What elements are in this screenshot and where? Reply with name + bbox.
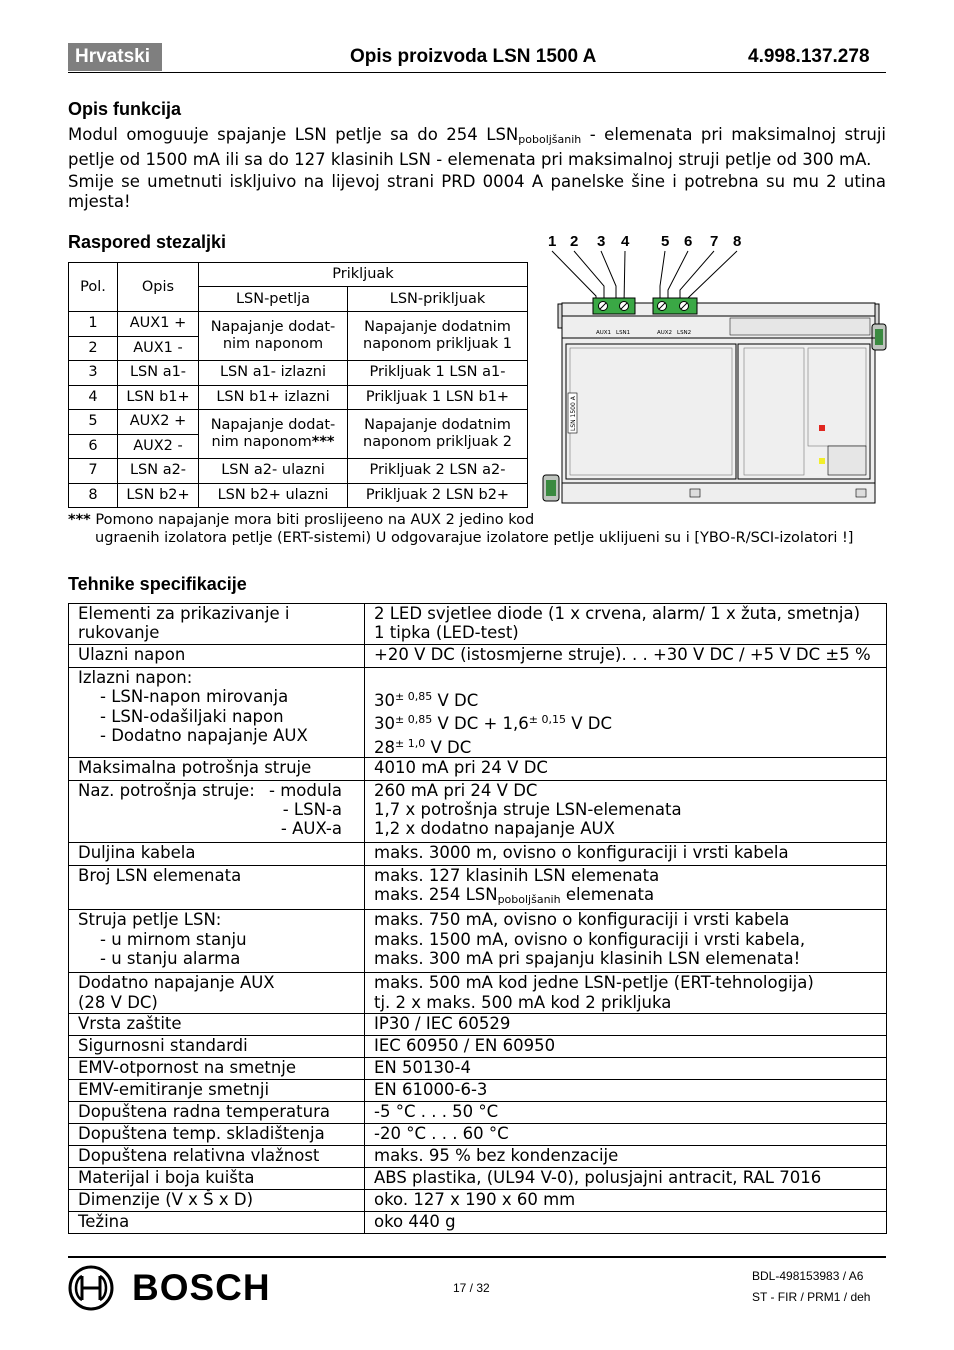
pin-number-3: 3 — [597, 233, 606, 250]
table-row: Materijal i boja kuišta ABS plastika, (UL94 V-0), polusjajni antracit, RAL 7016 — [69, 1168, 887, 1190]
bosch-armature-icon — [68, 1265, 114, 1311]
table-row: EMV-emitiranje smetnji EN 61000-6-3 — [69, 1080, 887, 1102]
bosch-wordmark: BOSCH — [132, 1267, 271, 1308]
document-number: 4.998.137.278 — [748, 46, 870, 67]
pin-number-8: 8 — [733, 233, 742, 250]
table-row: Struja petlje LSN: - u mirnom stanju - u stanju alarma maks. 750 mA, ovisno o konfiguraciji i vrsti kabela maks. 1500 mA, ovisno o konfiguraciji i vrsti kabela, maks. 300 mA pri spajanju klasinih LSN elemenata! — [69, 910, 887, 973]
table-row: 6 AUX2 - — [69, 434, 528, 459]
pin-number-1: 1 — [548, 233, 557, 250]
module-label: LSN 1500 A — [570, 396, 577, 431]
specs-table — [68, 603, 887, 1234]
table-row: Maksimalna potrošnja struje 4010 mA pri 24 V DC — [69, 757, 887, 780]
col-lsn-priklj-header: LSN-prikljuak — [348, 287, 528, 312]
page-number: 17 / 32 — [453, 1281, 490, 1295]
table-row: Duljina kabela maks. 3000 m, ovisno o konfiguraciji i vrsti kabela — [69, 842, 887, 865]
pin-number-7: 7 — [710, 233, 719, 250]
pin-number-6: 6 — [684, 233, 693, 250]
specs-heading: Tehnike specifikacije — [68, 574, 247, 594]
table-row: Dopuštena temp. skladištenja -20 °C . . . 60 °C — [69, 1124, 887, 1146]
table-row: 7 LSN a2- LSN a2- ulazni Prikljuak 2 LSN a2- — [69, 459, 528, 484]
header-rule — [68, 72, 886, 73]
label-aux2: AUX2 — [657, 330, 673, 336]
mounting-clip-icon — [872, 324, 886, 350]
pin-number-2: 2 — [570, 233, 579, 250]
table-row: 8 LSN b2+ LSN b2+ ulazni Prikljuak 2 LSN b2+ — [69, 483, 528, 508]
label-lsn2: LSN2 — [677, 330, 692, 336]
led-yellow-icon — [819, 458, 825, 464]
function-paragraph-1: Modul omoguuje spajanje LSN petlje sa do 254 $LSN_{poboljšanih}$ - elemenata pri maksimalnoj struji petlje od 1500 mA ili sa do 127 klasinih LSN - elemenata pri maksimalnoj struji petlje od 300 mA. — [68, 125, 886, 169]
leader-lines — [552, 251, 737, 304]
footer-rule — [68, 1256, 886, 1258]
table-row: Ulazni napon +20 V DC (istosmjerne struje). . . +30 V DC / +5 V DC ±5 % — [69, 645, 887, 668]
language-label: Hrvatski — [68, 43, 162, 71]
table-row: Izlazni napon: - LSN-napon mirovanja - LSN-odašiljaki napon - Dodatno napajanje AUX $30^{\pm 0,85}$ V DC $30^{\pm 0,85}$ V DC + $1,6^{\pm 0,15}$ V DC $28^{\pm 1,0}$ V DC — [69, 668, 887, 758]
terminal-table — [68, 262, 528, 508]
document-reference: BDL-498153983 / A6 ST - FIR / PRM1 / deh — [752, 1269, 871, 1304]
col-priklj-header: Prikljuak — [199, 263, 528, 287]
bosch-logo — [68, 1265, 271, 1311]
table-row: Sigurnosni standardi IEC 60950 / EN 60950 — [69, 1036, 887, 1058]
table-row: 4 LSN b1+ LSN b1+ izlazni Prikljuak 1 LSN b1+ — [69, 385, 528, 410]
document-title: Opis proizvoda LSN 1500 A — [350, 46, 597, 67]
table-row: 5 AUX2 + Napajanje dodat- nim naponom*** Napajanje dodatnim naponom prikljuak 2 — [69, 410, 528, 435]
module-diagram — [540, 228, 890, 508]
function-heading: Opis funkcija — [68, 99, 182, 119]
aux1-petlja-cell: Napajanje dodat- nim naponom — [199, 312, 348, 361]
aux2-priklj-cell: Napajanje dodatnim naponom prikljuak 2 — [348, 410, 528, 459]
table-row: 1 AUX1 + Napajanje dodat- nim naponom Napajanje dodatnim naponom prikljuak 1 — [69, 312, 528, 337]
pin-number-5: 5 — [661, 233, 670, 250]
col-pol-header: Pol. — [69, 263, 118, 312]
pin-number-4: 4 — [621, 233, 630, 250]
mounting-clip-icon — [543, 475, 559, 501]
terminals-heading: Raspored stezaljki — [68, 232, 227, 252]
table-row: Elementi za prikazivanje i rukovanje 2 LED svjetlee diode (1 x crvena, alarm/ 1 x žuta, smetnja) 1 tipka (LED-test) — [69, 604, 887, 645]
function-paragraph-2: Smije se umetnuti iskljuivo na lijevoj strani PRD 0004 A panelske šine i potrebna su mu 2 utina mjesta! — [68, 172, 886, 211]
table-row: Dimenzije (V x Š x D) oko. 127 x 190 x 60 mm — [69, 1190, 887, 1212]
footnote: *** Pomono napajanje mora biti proslijeeno na AUX 2 jedino kod ugraenih izolatora petlje (ERT-sistemi) U odgovarajue izolatore petlje uklijueni su i [YBO-R/SCI-izolatori !] — [68, 512, 854, 546]
col-opis-header: Opis — [118, 263, 199, 312]
table-row: Težina oko 440 g — [69, 1212, 887, 1234]
aux2-petlja-cell: Napajanje dodat- nim naponom*** — [199, 410, 348, 459]
label-lsn1: LSN1 — [616, 330, 631, 336]
terminal-block-icon — [653, 298, 697, 314]
table-row: Vrsta zaštite IP30 / IEC 60529 — [69, 1014, 887, 1036]
table-row: Dopuštena radna temperatura -5 °C . . . 50 °C — [69, 1102, 887, 1124]
table-row: Broj LSN elemenata maks. 127 klasinih LSN elemenata maks. 254 $LSN_{poboljšanih}$ elemenata — [69, 865, 887, 910]
label-aux1: AUX1 — [596, 330, 612, 336]
terminal-block-icon — [593, 298, 635, 314]
table-row: EMV-otpornost na smetnje EN 50130-4 — [69, 1058, 887, 1080]
led-red-icon — [819, 425, 825, 431]
table-row: Dopuštena relativna vlažnost maks. 95 % bez kondenzacije — [69, 1146, 887, 1168]
aux1-priklj-cell: Napajanje dodatnim naponom prikljuak 1 — [348, 312, 528, 361]
col-lsn-petlja-header: LSN-petlja — [199, 287, 348, 312]
table-row: 2 AUX1 - — [69, 336, 528, 361]
table-row: 3 LSN a1- LSN a1- izlazni Prikljuak 1 LSN a1- — [69, 361, 528, 386]
table-row: Dodatno napajanje AUX (28 V DC) maks. 500 mA kod jedne LSN-petlje (ERT-tehnologija) tj. 2 x maks. 500 mA kod 2 prikljuka — [69, 973, 887, 1014]
table-row: Naz. potrošnja struje: - modula - LSN-a - AUX-a 260 mA pri 24 V DC 1,7 x potrošnja struje LSN-elemenata 1,2 x dodatno napajanje AUX — [69, 780, 887, 842]
